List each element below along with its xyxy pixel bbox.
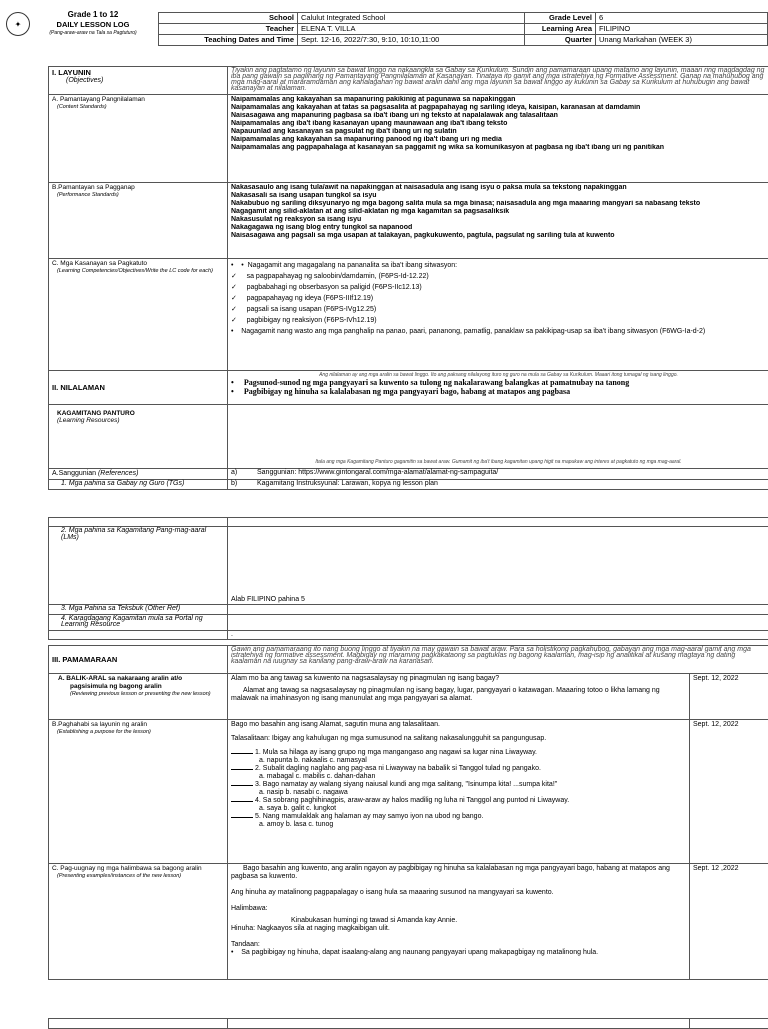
vocab-question: 4. Sa sobrang paghihinagpis, araw-araw ay halos madilig ng luha ni Tanggol ang puntod ni Liwayway.	[255, 797, 569, 804]
vocab-question: 5. Nang mamulaklak ang halaman ay may samyo iyon na ubod ng bango.	[255, 813, 483, 820]
review-question: Alam mo ba ang tawag sa kuwento na nagsasalaysay ng pinagmulan ng isang bagay?	[231, 675, 686, 683]
objectives-note: Tiyakin ang pagtatamo ng layunin sa bawat linggo na nakaangkla sa Gabay sa Kurikulum. Sundin ang pamamaraan upang matamo ang layunin, maaari ring magdagdag ng iba pang gawain sa paglinang ng Pamantayang Pangnilalaman at Kasanayan. Tinataya ito gamit ang mga istratehiya ng Formative Assessment. Ganap na mahuhubog ang mga mag-aaral at mararamdaman ang kahalagahan ng bawat aralin dahil ang mga layunin sa bawat linggo ay kukunin sa Gabay sa Kurikulum at huhubugin ang bawat kasanayan at nilalaman.	[228, 67, 768, 95]
review-answer: Alamat ang tawag sa nagsasalaysay ng pinagmulan ng isang bagay, lugar, pangyayari o katawagan. Maaaring totoo o likha lamang ng malawak na imahinasyon ng isang manunulat ang mga pangyayari sa alamat.	[231, 687, 686, 703]
lr-portal-label: 4. Karagdagang Kagamitan mula sa Portal ng Learning Resource	[49, 614, 228, 630]
list-item: Nakasasali sa isang usapan tungkol sa isyu	[231, 192, 766, 200]
purpose-label: B.Paghahabi sa layunin ng aralin	[52, 721, 224, 729]
review-label-cell	[49, 674, 228, 720]
reference-a-cell	[228, 469, 768, 480]
reference-b-mark: b)	[231, 481, 257, 488]
content-item: Pagsunod-sunod ng mga pangyayari sa kuwento sa tulong ng nakalarawang balangkas at pamatnubay na tanong	[244, 378, 629, 387]
blank-cell	[228, 518, 768, 527]
purpose-label-en: (Establishing a purpose for the lesson)	[52, 729, 224, 736]
resources-subtitle: (Learning Resources)	[52, 417, 224, 424]
teacher-value: ELENA T. VILLA	[298, 24, 525, 35]
examples-date: Sept. 12 ,2022	[690, 864, 768, 980]
quarter-value: Unang Markahan (WEEK 3)	[596, 35, 768, 46]
blank-cell	[49, 518, 228, 527]
examples-label-en: (Presenting examples/instances of the new lesson)	[52, 873, 224, 880]
procedures-heading-cell	[49, 646, 228, 674]
objectives-heading-cell	[49, 67, 228, 95]
procedures-title: III. PAMAMARAAN	[52, 655, 224, 664]
reference-a-mark: a)	[231, 470, 257, 477]
log-title-block	[28, 10, 158, 36]
review-label-en: (Reviewing previous lesson or presenting the new lesson)	[52, 691, 224, 698]
examples-intro: Bago basahin ang kuwento, ang aralin ngayon ay pagbibigay ng hinuha sa kalalabasan ng mga pangyayari bago, habang at matapos ang pagbasa sa kuwento.	[231, 865, 686, 881]
resources-continued-table	[48, 517, 768, 640]
log-title: DAILY LESSON LOG	[28, 20, 158, 30]
learning-area-value: FILIPINO	[596, 24, 768, 35]
dot-text: .	[228, 630, 768, 640]
procedures-table	[48, 645, 768, 980]
objectives-table	[48, 66, 768, 490]
vocab-question: 1. Mula sa hilaga ay isang grupo ng mga mangangaso ang nagawi sa lugar nina Liwayway.	[255, 749, 537, 756]
references-label-cell	[49, 469, 228, 480]
vocab-question: 2. Subalit dagling naglaho ang pag-asa ni Liwayway na babalik si Tanggol tulad ng pangako.	[255, 765, 541, 772]
list-item: Napauunlad ang kasanayan sa pagsulat ng iba't ibang uri ng sulatin	[231, 128, 766, 136]
competency-extra: Nagagamit nang wasto ang mga panghalip na panao, paari, pananong, pamatlig, panaklaw sa pakikipag-usap sa iba't ibang sitwasyon (F6WG-Ia-d-2)	[241, 328, 705, 335]
answer-blank[interactable]	[231, 753, 253, 754]
grade-range: Grade 1 to 12	[28, 10, 158, 20]
answer-blank[interactable]	[231, 817, 253, 818]
tg-label: 1. Mga pahina sa Gabay ng Guro (TGs)	[49, 480, 228, 490]
list-item: Nakabubuo ng sariling diksyunaryo ng mga bagong salita mula sa mga binasa; naisasadula ang mga maaaring mangyari sa nabasang teksto	[231, 200, 766, 208]
grade-level-value: 6	[596, 13, 768, 24]
competency-list	[228, 259, 768, 371]
resources-note-cell	[228, 405, 768, 469]
check-icon: ✓	[231, 295, 247, 302]
purpose-label-cell	[49, 720, 228, 864]
school-value: Calulut Integrated School	[298, 13, 525, 24]
content-note: Ang nilalaman ay ang mga aralin sa bawat linggo. Ito ang paksang nilalayong ituro ng guro na mula sa Gabay sa Kurikulum. Maaari itong tumagal ng isang linggo.	[231, 372, 766, 378]
vocab-options: a. saya b. galit c. lungkot	[231, 805, 686, 813]
seal-icon: ✦	[6, 12, 30, 36]
blank-cell	[228, 614, 768, 630]
bullet-icon: •	[231, 328, 241, 335]
lm-label: 2. Mga pahina sa Kagamitang Pang-mag-aaral (LMs)	[49, 527, 228, 605]
reference-b-cell	[228, 480, 768, 490]
list-item: Naipamamalas ang kakayahan sa mapanuring panood ng iba't ibang uri ng media	[231, 136, 766, 144]
performance-standard-label-en: (Performance Standards)	[52, 192, 224, 199]
examples-tandaan-label: Tandaan:	[231, 941, 686, 949]
blank-cell	[49, 630, 228, 640]
review-label-1: A. BALIK-ARAL sa nakaraang aralin at/o	[52, 675, 224, 683]
bullet-icon: •	[231, 949, 241, 956]
objectives-title: I. LAYUNIN	[52, 68, 224, 77]
bullet-icon: •	[231, 387, 244, 396]
competency-item: pagbibigay ng reaksiyon (F6PS-IVh12.19)	[247, 317, 377, 324]
check-icon: ✓	[231, 284, 247, 291]
performance-standard-list	[228, 183, 768, 259]
review-label-2: pagsisimula ng bagong aralin	[52, 683, 224, 691]
vocab-options: a. nasip b. nasabi c. nagawa	[231, 789, 686, 797]
examples-example-label: Halimbawa:	[231, 905, 686, 913]
dates-label: Teaching Dates and Time	[159, 35, 298, 46]
purpose-intro: Bago mo basahin ang isang Alamat, sagutin muna ang talasalitaan.	[231, 721, 686, 729]
answer-blank[interactable]	[231, 785, 253, 786]
competency-label-en: (Learning Competencies/Objectives/Write the LC code for each)	[52, 268, 224, 275]
content-item: Pagbibigay ng hinuha sa kalalabasan ng mga pangyayari bago, habang at matapos ang pagbasa	[244, 387, 570, 396]
examples-label-cell	[49, 864, 228, 980]
list-item: Naipamamalas ang kakayahan sa mapanuring pakikinig at pagunawa sa napakinggan	[231, 96, 766, 104]
content-standard-label: A. Pamantayang Pangnilalaman	[52, 96, 224, 104]
lm-value: Alab FILIPINO pahina 5	[228, 527, 768, 605]
deped-logo	[6, 12, 30, 36]
performance-standard-label: B.Pamantayan sa Pagganap	[52, 184, 224, 192]
answer-blank[interactable]	[231, 801, 253, 802]
examples-cell	[228, 864, 690, 980]
bullet-icon: • •	[231, 262, 248, 269]
content-standard-label-en: (Content Standards)	[52, 104, 224, 111]
references-label: A.Sanggunian	[52, 470, 96, 477]
list-item: Nagagamit ang silid-aklatan at ang silid-aklatan ng mga kagamitan sa pagsasaliksik	[231, 208, 766, 216]
header-table	[158, 12, 768, 46]
resources-title: KAGAMITANG PANTURO	[52, 406, 224, 417]
purpose-date: Sept. 12, 2022	[690, 720, 768, 864]
list-item: Naipamamalas ang pagpapahalaga at kasanayan sa paggamit ng wika sa komunikasyon at pagbasa ng iba't ibang uri ng panitikan	[231, 144, 766, 152]
vocab-options: a. amoy b. lasa c. tunog	[231, 821, 686, 829]
content-standard-label-cell	[49, 95, 228, 183]
competency-label: C. Mga Kasanayan sa Pagkatuto	[52, 260, 224, 268]
review-date: Sept. 12, 2022	[690, 674, 768, 720]
reference-a: Sanggunian: https://www.gintongaral.com/mga-alamat/alamat-ng-sampaguita/	[257, 469, 498, 476]
vocab-options: a. napunta b. nakaalis c. namasyal	[231, 757, 686, 765]
grade-level-label: Grade Level	[525, 13, 596, 24]
content-title: II. NILALAMAN	[52, 383, 224, 392]
dates-value: Sept. 12-16, 2022/7:30, 9:10, 10:10,11:00	[298, 35, 525, 46]
list-item: Nakasasaulo ang isang tula/awit na napakinggan at naisasadula ang isang isyu o paksa mula sa tekstong napakinggan	[231, 184, 766, 192]
quarter-label: Quarter	[525, 35, 596, 46]
review-cell	[228, 674, 690, 720]
procedures-note: Gawin ang pamamaraang ito nang buong linggo at tiyakin na may gawain sa bawat araw. Para sa holistikong pagkahubog, gabayan ang mga mag-aaral gamit ang mga istratehiya ng formative assessment. Magbigay ng maraming pagkakataong sa pagtuklas ng bagong kaalaman, mag-isip ng analitikal at kusang magtaya ng dating kaalaman na iuugnay sa kanilang pang-araw-araw na karanasan.	[228, 646, 768, 674]
objectives-subtitle: (Objectives)	[52, 77, 224, 84]
list-item: Naipamamalas ang iba't ibang kasanayan upang maunawaan ang iba't ibang teksto	[231, 120, 766, 128]
learning-area-label: Learning Area	[525, 24, 596, 35]
performance-standard-label-cell	[49, 183, 228, 259]
competency-label-cell	[49, 259, 228, 371]
competency-item: pagbabahagi ng obserbasyon sa paligid (F6PS-IIc12.13)	[247, 284, 422, 291]
blank-cell	[228, 605, 768, 615]
vocab-question: 3. Bago namatay ay walang siyang naiusal kundi ang mga salitang, "Isinumpa kita! ...sumpa kita!"	[255, 781, 557, 788]
teacher-label: Teacher	[159, 24, 298, 35]
reference-b: Kagamitang Instruksyunal: Larawan, kopya ng lesson plan	[257, 480, 438, 487]
check-icon: ✓	[231, 306, 247, 313]
purpose-cell	[228, 720, 690, 864]
examples-definition: Ang hinuha ay matalinong pagpapalagay o isang hula sa maaaring susunod na mangyayari sa kuwento.	[231, 889, 686, 897]
vocab-options: a. mabagal c. mabilis c. dahan-dahan	[231, 773, 686, 781]
purpose-instructions: Talasalitaan: Ibigay ang kahulugan ng mga sumusunod na salitang nakasalungguhit sa pangungusap.	[231, 735, 686, 743]
competency-item: pagpapahayag ng ideya (F6PS-IIIf12.19)	[247, 295, 373, 302]
bullet-icon: •	[231, 378, 244, 387]
list-item: Naisasagawa ang pagsali sa mga usapan at talakayan, pagkukuwento, pagtula, pagsulat ng sariling tula at kuwento	[231, 232, 766, 240]
competency-intro: Nagagamit ang magagalang na pananalita sa iba't ibang sitwasyon:	[248, 262, 458, 269]
examples-example: Kinabukasan humingi ng tawad si Amanda kay Annie.	[231, 917, 686, 925]
resources-heading-cell	[49, 405, 228, 469]
competency-item: pagsali sa isang usapan (F6PS-IVg12.25)	[247, 306, 377, 313]
check-icon: ✓	[231, 273, 247, 280]
resources-note: Itala ang mga Kagamitang Panturo gagamitin sa bawat araw. Gumamit ng iba't ibang kagamitan upang higit na mapukaw ang interes at pagkatuto ng mga mag-aaral.	[231, 459, 766, 467]
list-item: Naipamamalas ang kakayahan at tatas sa pagsasalita at pagpapahayag ng sariling ideya, kaisipan, karanasan at damdamin	[231, 104, 766, 112]
content-cell	[228, 371, 768, 405]
list-item: Nakagagawa ng isang blog entry tungkol sa napanood	[231, 224, 766, 232]
content-standard-list	[228, 95, 768, 183]
examples-tandaan-text: Sa pagbibigay ng hinuha, dapat isaalang-alang ang naunang pangyayari upang makapagbigay ng matalinong hula.	[241, 949, 598, 956]
list-item: Naisasagawa ang mapanuring pagbasa sa iba't ibang uri ng teksto at napalalawak ang talasalitaan	[231, 112, 766, 120]
examples-label: C. Pag-uugnay ng mga halimbawa sa bagong aralin	[52, 865, 224, 873]
log-subtitle: (Pang-araw-araw na Tala sa Pagtuturo)	[28, 30, 158, 36]
textbook-label: 3. Mga Pahina sa Teksbuk (Other Ref)	[49, 605, 228, 615]
content-heading-cell	[49, 371, 228, 405]
references-label-en: (References)	[98, 470, 138, 477]
competency-item: sa pagpapahayag ng saloobin/damdamin, (F6PS-Id-12.22)	[247, 273, 429, 280]
list-item: Nakasusulat ng reaksyon sa isang isyu	[231, 216, 766, 224]
answer-blank[interactable]	[231, 769, 253, 770]
check-icon: ✓	[231, 317, 247, 324]
examples-hinuha: Hinuha: Nagkaayos sila at naging magkaibigan ulit.	[231, 925, 686, 933]
school-label: School	[159, 13, 298, 24]
